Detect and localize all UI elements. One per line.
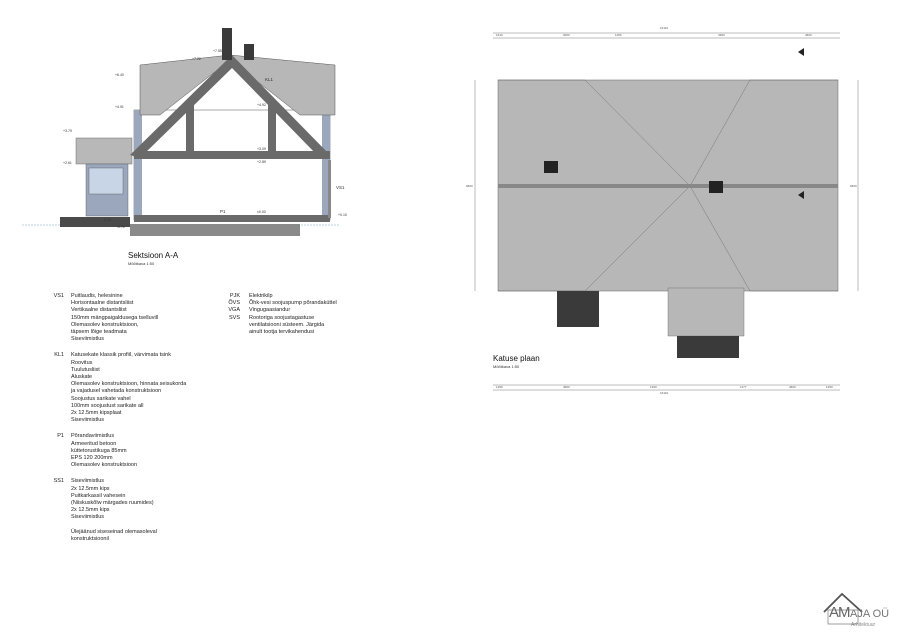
legend-line: Olemasolev konstruktsioon xyxy=(71,462,138,469)
dim-bottom: 1177 xyxy=(740,385,747,389)
dim-total-top: 16110 xyxy=(660,26,669,30)
dim-bottom: 1300 xyxy=(650,385,657,389)
level-label: -0.10 xyxy=(103,218,111,222)
level-label: +0.10 xyxy=(338,213,347,217)
legend-line: ja vajadusel vahetada konstruktsioon xyxy=(71,388,162,395)
section-scale: Mõõtkava 1:50 xyxy=(128,261,155,266)
legend-line: (Niiskuskõlw märgades ruumides) xyxy=(71,500,154,506)
level-label: +2.89 xyxy=(257,160,266,164)
legend-line: Olemasolev konstruktsioon, hinnata seisukorda xyxy=(71,381,187,388)
legend-line: 150mm mängpaigaldusega tselluvill xyxy=(71,314,159,321)
legend-line: Horisontaalne distantsliist xyxy=(71,300,134,307)
legend-line: Olemasolev konstruktsioon, xyxy=(71,321,139,328)
logo-name: AJA OÜ xyxy=(850,608,890,620)
section-tag: P1 xyxy=(220,209,226,214)
dim-top: 4300 xyxy=(718,33,725,37)
legend-line: 2x 12.5mm kipsplaat xyxy=(71,410,122,416)
section-title: Sektsioon A-A xyxy=(128,251,179,260)
level-label: +7.55 xyxy=(213,49,222,53)
level-label: ±0.00 xyxy=(257,210,266,214)
logo-mark-text: AM xyxy=(829,604,850,621)
level-label: -0.72 xyxy=(117,225,125,229)
legend-line: küttetorustikuga 85mm xyxy=(71,447,127,454)
legend-line: Katusekate klassik profiil, värvimata tsink xyxy=(71,352,171,359)
dim-bottom: 1250 xyxy=(826,385,833,389)
roof-plan-title: Katuse plaan xyxy=(493,354,540,363)
legend-code: VS1 xyxy=(53,293,64,299)
legend-line: täpsem lõige teadmata xyxy=(71,329,127,335)
legend-line: Roovitus xyxy=(71,359,93,366)
legend-code: SS1 xyxy=(53,478,64,485)
legend-code: SVS xyxy=(228,314,240,321)
legend-line: EPS 120 200mm xyxy=(71,455,113,461)
legend-line: Puitlaudis, helesinine xyxy=(71,293,123,299)
legend-line: Aluskate xyxy=(71,374,93,380)
legend-code: P1 xyxy=(57,433,64,440)
dim-bottom: 4600 xyxy=(563,385,570,389)
dim-bottom: 1250 xyxy=(496,385,503,389)
dim-top: 4600 xyxy=(805,33,812,37)
dim-side: 9600 xyxy=(466,184,473,188)
roof-plan-drawing xyxy=(460,0,880,400)
level-label: +6.40 xyxy=(115,73,124,77)
legend-line: Tuulutusliist xyxy=(71,366,100,373)
level-label: +4.91 xyxy=(115,105,124,109)
legend-line: 2x 12.5mm kips xyxy=(71,485,110,492)
legend-code: PJK xyxy=(229,293,240,299)
dim-top: 3000 xyxy=(563,33,570,37)
legend-line: Vingugaasiandur xyxy=(249,307,291,314)
legend-line: Õhk-vesi soojuspump põrandaküttel xyxy=(249,300,337,307)
legend-line: ventilatsiooni süsteem. Järgida xyxy=(249,321,325,328)
dim-top: 1610 xyxy=(496,33,503,37)
legend-line: Siseviimistlus xyxy=(71,417,105,424)
logo-sub: Arhitektuur xyxy=(851,622,876,628)
dim-bottom: 4600 xyxy=(789,385,796,389)
legend-line: Rootoriga soojustagastuse xyxy=(249,314,315,321)
legend-code: KL1 xyxy=(54,352,64,359)
roof-plan-scale: Mõõtkava 1:50 xyxy=(493,364,520,369)
legend-line: konstruktsioonil xyxy=(71,536,109,542)
dim-side: 9400 xyxy=(850,184,857,188)
dim-total-bottom: 16110 xyxy=(660,391,669,395)
legend-line: Puitkarkassil vahesein xyxy=(71,492,126,499)
legend-line: 2x 12.5mm kips xyxy=(71,507,110,514)
legend-line: Armeeritud betoon xyxy=(71,440,117,447)
legend-line: Elektrikilp xyxy=(249,293,273,299)
legend-line: Põrandaviimistlus xyxy=(71,433,115,440)
legend-code: VGA xyxy=(228,307,240,314)
legend-line: 100mm soojustust sarikate all xyxy=(71,402,144,409)
dim-top: 1150 xyxy=(615,33,622,37)
legend-code: ÕVS xyxy=(228,300,240,307)
legend-line: Siseviimistlus xyxy=(71,478,105,485)
legend-line: Soojustus sarikate vahel xyxy=(71,395,131,402)
legend-line: Ülejäänud siseseinad olemasoleval xyxy=(71,528,157,535)
legend-line: Vertikaalne distantsliist xyxy=(71,307,127,314)
level-label: +3.09 xyxy=(257,147,266,151)
level-label: +4.92 xyxy=(257,103,266,107)
legend-line: Siseviimistlus xyxy=(71,336,105,343)
section-tag: VS1 xyxy=(336,185,345,190)
legend-line: Siseviimistlus xyxy=(71,514,105,521)
section-tag: KL1 xyxy=(265,77,274,82)
legend-line: ainult tootja tervikahendusi xyxy=(249,329,315,335)
level-label: +3.79 xyxy=(63,129,72,133)
level-label: +2.61 xyxy=(63,161,72,165)
level-label: +7.22 xyxy=(192,57,201,61)
